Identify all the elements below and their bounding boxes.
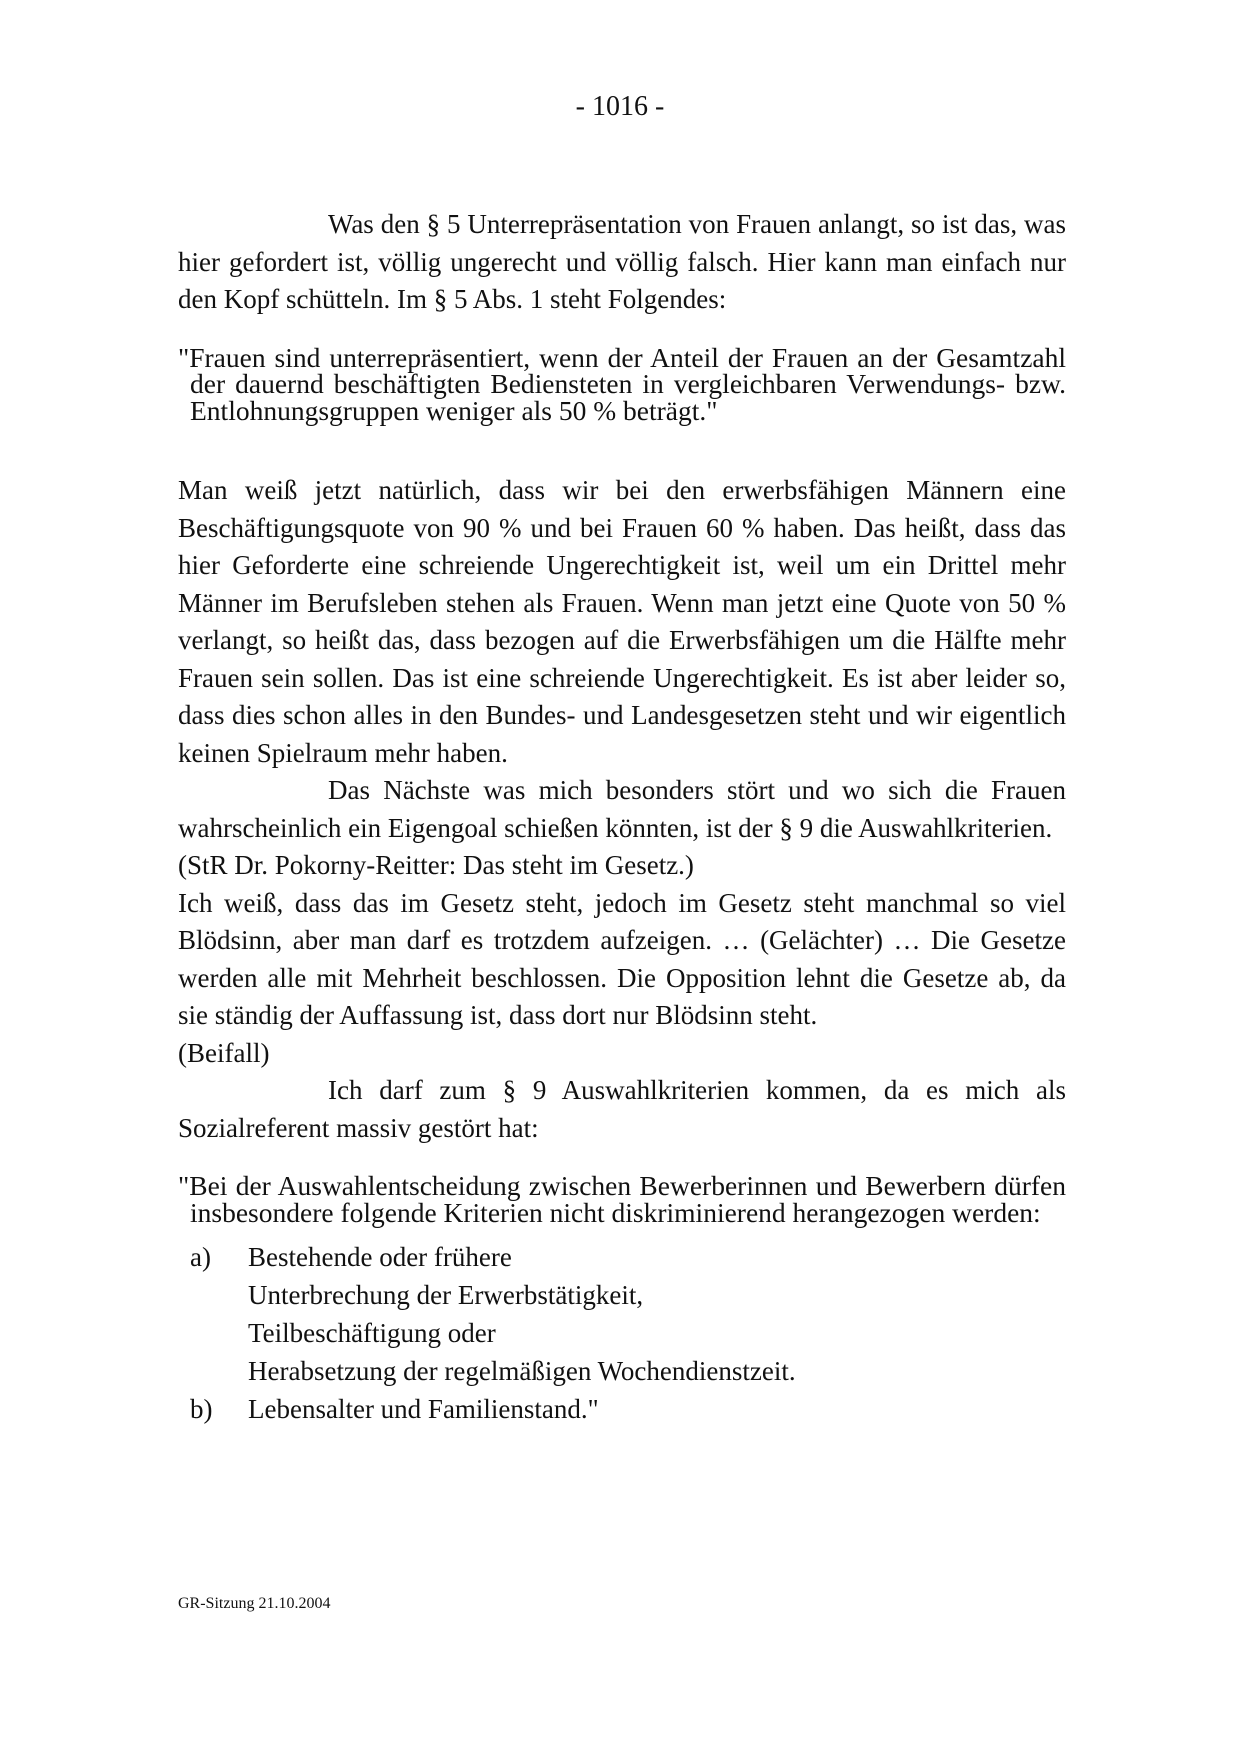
list-a-line: Herabsetzung der regelmäßigen Wochendienstzeit. [248,1356,796,1386]
document-body [178,206,1066,1428]
applause: (Beifall) [178,1037,270,1068]
interjection: (StR Dr. Pokorny-Reitter: Das steht im Gesetz.) [178,850,694,880]
paragraph-2: Man weiß jetzt natürlich, dass wir bei den erwerbsfähigen Männern eine Beschäftigungsquote von 90 % und bei Frauen 60 % haben. Das heißt, dass das hier Geforderte eine schreiende Ungerechtigkeit ist, weil um ein Drittel mehr Männer im Berufsleben stehen als Frauen. Wenn man jetzt eine Quote von 50 % verlangt, so heißt das, dass bezogen auf die Erwerbsfähigen um die Hälfte mehr Frauen sein sollen. Das ist eine schreiende Ungerechtigkeit. Es ist aber leider so, dass dies schon alles in den Bundes- und Landesgesetzen steht und wir eigentlich keinen Spielraum mehr haben. [178,475,1066,768]
list-a-line: Teilbeschäftigung oder [248,1318,496,1348]
list-item-a [178,1238,1066,1390]
footer-session-date: GR-Sitzung 21.10.2004 [178,1595,331,1612]
quote-2: "Bei der Auswahlentscheidung zwischen Bewerberinnen und Bewerbern dürfen insbesondere folgende Kriterien nicht diskriminierend herangezogen werden: [178,1170,1066,1228]
list-label-b: b) [190,1394,213,1424]
quote-1: "Frauen sind unterrepräsentiert, wenn der Anteil der Frauen an der Gesamtzahl der dauernd beschäftigten Bediensteten in vergleichbaren Verwendungs- bzw. Entlohnungsgruppen weniger als 50 % beträgt." [178,341,1066,426]
page-number: - 1016 - [575,91,665,122]
criteria-list [178,1238,1066,1428]
paragraph-5: Ich darf zum § 9 Auswahlkriterien kommen, da es mich als Sozialreferent massiv gestört hat: [178,1075,1066,1143]
list-label-a: a) [190,1242,211,1272]
list-a-line: Unterbrechung der Erwerbstätigkeit, [248,1280,644,1310]
paragraph-1: Was den § 5 Unterrepräsentation von Frauen anlangt, so ist das, was hier gefordert ist, völlig ungerecht und völlig falsch. Hier kann man einfach nur den Kopf schütteln. Im § 5 Abs. 1 steht Folgendes: [178,209,1066,314]
list-item-b [178,1390,1066,1428]
paragraph-3: Das Nächste was mich besonders stört und wo sich die Frauen wahrscheinlich ein Eigengoal schießen könnten, ist der § 9 die Auswahlkriterien. [178,775,1066,843]
list-a-line: Bestehende oder frühere [248,1242,512,1272]
paragraph-4: Ich weiß, dass das im Gesetz steht, jedoch im Gesetz steht manchmal so viel Blödsinn, aber man darf es trotzdem aufzeigen. … (Gelächter) … Die Gesetze werden alle mit Mehrheit beschlossen. Die Opposition lehnt die Gesetze ab, da sie ständig der Auffassung ist, dass dort nur Blödsinn steht. [178,887,1066,1030]
list-b-text: Lebensalter und Familienstand." [248,1394,599,1424]
